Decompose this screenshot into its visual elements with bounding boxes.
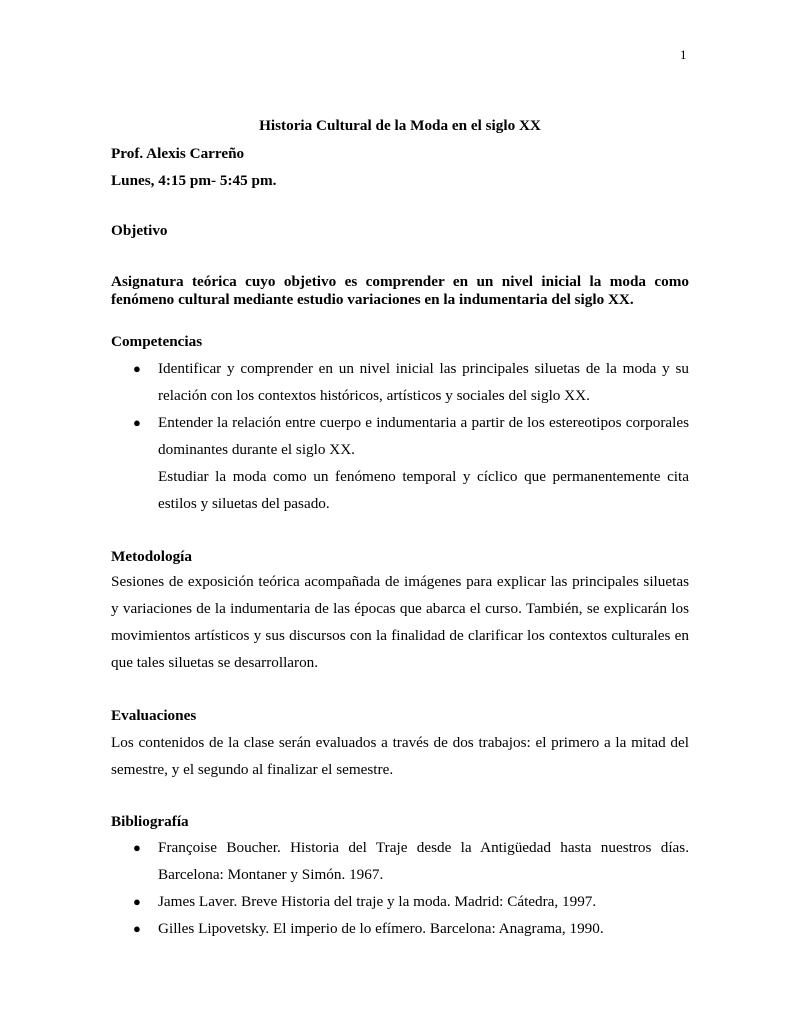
- competencias-list: [111, 355, 689, 463]
- metodologia-heading: Metodología: [111, 548, 192, 565]
- competencias-heading: Competencias: [111, 333, 203, 350]
- objetivo-heading: Objetivo: [111, 222, 168, 239]
- bibliografia-list: [111, 834, 689, 942]
- evaluaciones-heading: Evaluaciones: [111, 707, 197, 724]
- bullet-icon: ●: [133, 415, 141, 430]
- bullet-icon: ●: [133, 921, 141, 936]
- bibliography-entry: James Laver. Breve Historia del traje y la moda. Madrid: Cátedra, 1997.: [158, 893, 597, 910]
- evaluaciones-text: Los contenidos de la clase serán evaluados a través de dos trabajos: el primero a la mitad del semestre, y el segundo al finalizar el semestre.: [111, 734, 689, 778]
- metodologia-text: Sesiones de exposición teórica acompañada de imágenes para explicar las principales siluetas y variaciones de la indumentaria de las épocas que abarca el curso. También, se explicarán los movimientos artísticos y sus discursos con la finalidad de clarificar los contextos culturales en que tales siluetas se desarrollaron.: [111, 573, 689, 671]
- class-schedule: Lunes, 4:15 pm- 5:45 pm.: [111, 172, 277, 189]
- bullet-icon: ●: [133, 840, 141, 855]
- bibliografia-list-container: [111, 834, 689, 942]
- list-item: [111, 915, 689, 942]
- page-number: 1: [680, 47, 687, 62]
- bibliography-entry: Françoise Boucher. Historia del Traje desde la Antigüedad hasta nuestros días. Barcelona: Montaner y Simón. 1967.: [158, 839, 689, 883]
- bullet-icon: ●: [133, 361, 141, 376]
- document-title: Historia Cultural de la Moda en el siglo XX: [259, 117, 541, 134]
- list-item: [111, 834, 689, 888]
- professor-name: Prof. Alexis Carreño: [111, 145, 245, 162]
- list-item: [111, 888, 689, 915]
- bibliografia-heading: Bibliografía: [111, 813, 189, 830]
- list-item: [111, 355, 689, 409]
- competencia-text: Entender la relación entre cuerpo e indumentaria a partir de los estereotipos corporales dominantes durante el siglo XX.: [158, 414, 689, 458]
- bibliography-entry: Gilles Lipovetsky. El imperio de lo efímero. Barcelona: Anagrama, 1990.: [158, 920, 604, 937]
- bullet-icon: ●: [133, 894, 141, 909]
- competencias-list-container: [111, 355, 689, 517]
- competencia-text: Identificar y comprender en un nivel inicial las principales siluetas de la moda y su relación con los contextos históricos, artísticos y sociales del siglo XX.: [158, 360, 689, 404]
- competencia-extra: Estudiar la moda como un fenómeno temporal y cíclico que permanentemente cita estilos y siluetas del pasado.: [158, 468, 689, 512]
- list-item: [111, 409, 689, 463]
- objetivo-text: Asignatura teórica cuyo objetivo es comprender en un nivel inicial la moda como fenómeno cultural mediante estudio variaciones en la indumentaria del siglo XX.: [111, 273, 689, 308]
